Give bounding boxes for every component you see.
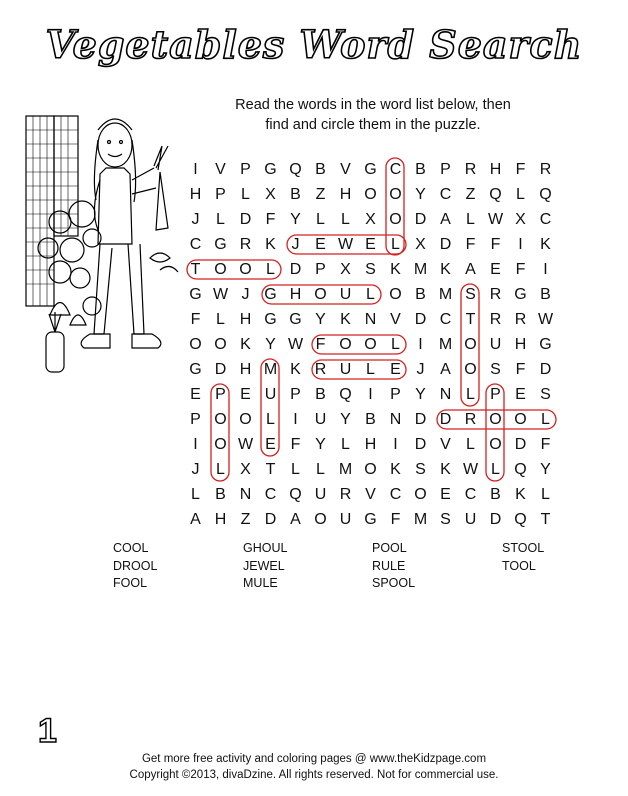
grid-letter: Y <box>315 311 326 328</box>
grid-letter: P <box>390 386 401 403</box>
grid-letter: U <box>264 386 277 403</box>
grid-letter: Z <box>315 186 326 203</box>
grid-letter: O <box>189 336 202 353</box>
grid-letter: H <box>489 161 502 178</box>
grid-letter: I <box>193 161 198 178</box>
grid-letter: P <box>490 386 501 403</box>
grid-letter: L <box>216 311 225 328</box>
grid-letter: O <box>514 411 527 428</box>
grid-letter: O <box>239 261 252 278</box>
grid-letter: D <box>489 511 502 528</box>
word-item: STOOL <box>502 541 545 555</box>
grid-letter: K <box>240 336 251 353</box>
grid-letter: R <box>514 311 527 328</box>
grid-letter: K <box>265 236 276 253</box>
footer-line-1: Get more free activity and coloring pages @ www.theKidzpage.com <box>141 753 487 765</box>
grid-letter: Y <box>340 411 351 428</box>
grid-letter: B <box>315 161 326 178</box>
grid-letter: Z <box>240 511 251 528</box>
word-item: TOOL <box>502 558 536 573</box>
word-item: RULE <box>372 558 406 573</box>
grid-letter: S <box>540 386 551 403</box>
grid-letter: E <box>390 361 401 378</box>
grid-letter: R <box>239 236 252 253</box>
grid-letter: O <box>214 261 227 278</box>
grid-letter: N <box>239 486 252 503</box>
grid-letter: T <box>265 461 276 478</box>
grid-letter: C <box>439 186 452 203</box>
grid-letter: Q <box>339 386 352 403</box>
grid-letter: G <box>364 161 377 178</box>
grid-letter: L <box>341 436 350 453</box>
grid-letter: H <box>239 361 252 378</box>
word-item: GHOUL <box>243 541 288 555</box>
grid-letter: V <box>215 161 226 178</box>
grid-letter: R <box>464 161 477 178</box>
grid-letter: B <box>365 411 376 428</box>
grid-letter: G <box>364 511 377 528</box>
grid-letter: L <box>216 461 225 478</box>
grid-letter: U <box>339 511 352 528</box>
grid-letter: P <box>190 411 201 428</box>
grid-letter: J <box>191 461 200 478</box>
grid-letter: X <box>415 236 426 253</box>
grid-letter: O <box>339 336 352 353</box>
grid-letter: H <box>214 511 227 528</box>
grid-letter: I <box>393 436 398 453</box>
grid-letter: I <box>193 436 198 453</box>
grid-letter: R <box>539 161 552 178</box>
grid-letter: F <box>290 436 301 453</box>
grid-letter: R <box>339 486 352 503</box>
grid-letter: L <box>491 461 500 478</box>
grid-letter: P <box>215 386 226 403</box>
grid-letter: O <box>364 336 377 353</box>
grid-letter: N <box>439 386 452 403</box>
grid-letter: F <box>540 436 551 453</box>
grid-letter: L <box>316 461 325 478</box>
grid-letter: H <box>514 336 527 353</box>
grid-letter: Q <box>289 486 302 503</box>
grid-letter: G <box>264 286 277 303</box>
grid-letter: L <box>316 211 325 228</box>
grid-letter: U <box>464 511 477 528</box>
grid-letter: L <box>466 211 475 228</box>
grid-letter: L <box>241 186 250 203</box>
grid-letter: K <box>390 261 401 278</box>
grid-letter: M <box>413 261 428 278</box>
grid-letter: O <box>389 286 402 303</box>
grid-letter: C <box>264 486 277 503</box>
grid-letter: Y <box>415 386 426 403</box>
word-column-1 <box>113 540 157 593</box>
grid-letter: E <box>515 386 526 403</box>
grid-letter: F <box>390 511 401 528</box>
word-item: FOOL <box>113 576 148 590</box>
grid-letter: B <box>215 486 226 503</box>
grid-letter: B <box>290 186 301 203</box>
grid-letter: Y <box>315 436 326 453</box>
grid-letter: D <box>264 511 277 528</box>
grid-letter: I <box>368 386 373 403</box>
grid-letter: K <box>440 261 451 278</box>
grid-letter: A <box>290 511 301 528</box>
grid-letter: F <box>515 361 526 378</box>
grid-letter: G <box>514 286 527 303</box>
grid-letter: X <box>515 211 526 228</box>
grid-letter: C <box>439 311 452 328</box>
grid-letter: N <box>389 411 402 428</box>
grid-letter: D <box>414 311 427 328</box>
grid-letter: G <box>539 336 552 353</box>
grid-letter: P <box>240 161 251 178</box>
grid-letter: Q <box>539 186 552 203</box>
grid-letter: L <box>391 336 400 353</box>
grid-letter: G <box>264 311 277 328</box>
grid-letter: O <box>364 186 377 203</box>
grid-letter: B <box>540 286 551 303</box>
word-item: JEWEL <box>243 558 285 573</box>
word-item: DROOL <box>113 558 158 573</box>
instructions-line-2: find and circle them in the puzzle. <box>265 117 481 133</box>
grid-letter: L <box>366 361 375 378</box>
grid-letter: G <box>264 161 277 178</box>
grid-letter: T <box>540 511 551 528</box>
grid-letter: H <box>189 186 202 203</box>
grid-letter: R <box>314 361 327 378</box>
grid-letter: M <box>263 361 278 378</box>
word-item: COOL <box>113 541 149 555</box>
grid-letter: K <box>440 461 451 478</box>
grid-letter: L <box>466 386 475 403</box>
grid-letter: L <box>541 411 550 428</box>
grid-letter: U <box>314 486 327 503</box>
grid-letter: E <box>265 436 276 453</box>
grid-letter: G <box>214 236 227 253</box>
grid-letter: B <box>415 286 426 303</box>
grid-letter: R <box>489 286 502 303</box>
grid-letter: E <box>365 236 376 253</box>
grid-letter: U <box>339 286 352 303</box>
grid-letter: Q <box>514 461 527 478</box>
grid-letter: Y <box>415 186 426 203</box>
grid-letter: L <box>266 411 275 428</box>
grid-letter: D <box>414 211 427 228</box>
grid-letter: B <box>490 486 501 503</box>
grid-letter: E <box>315 236 326 253</box>
grid-letter: Y <box>540 461 551 478</box>
grid-letter: K <box>515 486 526 503</box>
grid-letter: U <box>489 336 502 353</box>
grid-letter: M <box>438 286 453 303</box>
footer-line-2: Copyright ©2013, divaDzine. All rights reserved. Not for commercial use. <box>129 769 499 781</box>
grid-letter: W <box>237 436 254 453</box>
word-item: SPOOL <box>372 576 416 590</box>
grid-letter: L <box>391 236 400 253</box>
grid-letter: T <box>465 311 476 328</box>
grid-letter: P <box>440 161 451 178</box>
grid-letter: O <box>364 461 377 478</box>
grid-letter: G <box>189 361 202 378</box>
grid-letter: L <box>291 461 300 478</box>
grid-letter: T <box>190 261 201 278</box>
grid-letter: S <box>415 461 426 478</box>
grid-letter: J <box>241 286 250 303</box>
grid-letter: F <box>490 236 501 253</box>
grid-letter: H <box>239 311 252 328</box>
grid-letter: Q <box>514 511 527 528</box>
grid-letter: C <box>189 236 202 253</box>
grid-letter: O <box>314 286 327 303</box>
grid-letter: C <box>389 486 402 503</box>
grid-letter: O <box>464 336 477 353</box>
grid-letter: D <box>214 361 227 378</box>
grid-letter: P <box>315 261 326 278</box>
word-column-2 <box>243 540 287 593</box>
grid-letter: G <box>189 286 202 303</box>
grid-letter: O <box>314 511 327 528</box>
grid-letter: Q <box>289 161 302 178</box>
grid-letter: D <box>239 211 252 228</box>
grid-letter: V <box>365 486 376 503</box>
grid-letter: A <box>465 261 476 278</box>
grid-letter: L <box>191 486 200 503</box>
grid-letter: W <box>487 211 504 228</box>
grid-letter: W <box>537 311 554 328</box>
grid-letter: W <box>212 286 229 303</box>
grid-letter: Y <box>265 336 276 353</box>
grid-letter: V <box>390 311 401 328</box>
grid-letter: S <box>465 286 476 303</box>
grid-letter: E <box>240 386 251 403</box>
grid-letter: K <box>290 361 301 378</box>
grid-letter: Z <box>465 186 476 203</box>
grid-letter: O <box>464 361 477 378</box>
grid-letter: M <box>413 511 428 528</box>
grid-letter: O <box>389 211 402 228</box>
grid-letter: C <box>464 486 477 503</box>
grid-letter: W <box>337 236 354 253</box>
grid-letter: K <box>340 311 351 328</box>
grid-letter: O <box>239 411 252 428</box>
grid-letter: J <box>291 236 300 253</box>
grid-letter: Q <box>489 186 502 203</box>
grid-letter: E <box>190 386 201 403</box>
grid-letter: L <box>516 186 525 203</box>
grid-letter: E <box>490 261 501 278</box>
grid-letter: D <box>539 361 552 378</box>
grid-letter: F <box>190 311 201 328</box>
grid-letter: S <box>440 511 451 528</box>
grid-letter: M <box>338 461 353 478</box>
grid-letter: D <box>289 261 302 278</box>
grid-letter: J <box>416 361 425 378</box>
footer <box>0 751 628 783</box>
grid-letter: N <box>364 311 377 328</box>
word-column-3 <box>372 540 415 593</box>
page-title: Vegetables Word Search <box>45 22 583 67</box>
grid-letter: F <box>515 261 526 278</box>
grid-letter: O <box>389 186 402 203</box>
grid-letter: U <box>314 411 327 428</box>
grid-letter: S <box>365 261 376 278</box>
word-column-4 <box>502 540 544 575</box>
grid-letter: D <box>414 411 427 428</box>
grid-letter: O <box>214 336 227 353</box>
grid-letter: L <box>366 286 375 303</box>
grid-letter: X <box>340 261 351 278</box>
grid-letter: O <box>214 436 227 453</box>
grid-letter: M <box>438 336 453 353</box>
instructions-line-1: Read the words in the word list below, then <box>235 97 511 113</box>
grid-letter: I <box>543 261 548 278</box>
grid-letter: I <box>418 336 423 353</box>
grid-letter: E <box>440 486 451 503</box>
grid-letter: H <box>339 186 352 203</box>
grid-letter: H <box>364 436 377 453</box>
grid-letter: L <box>341 211 350 228</box>
grid-letter: X <box>365 211 376 228</box>
grid-letter: I <box>293 411 298 428</box>
grid-letter: V <box>440 436 451 453</box>
grid-letter: A <box>440 211 451 228</box>
grid-letter: K <box>540 236 551 253</box>
grid-letter: C <box>539 211 552 228</box>
grid-letter: D <box>439 236 452 253</box>
grid-letter: O <box>414 486 427 503</box>
grid-letter: A <box>190 511 201 528</box>
grid-letter: D <box>514 436 527 453</box>
grid-letter: W <box>287 336 304 353</box>
grid-letter: U <box>339 361 352 378</box>
grid-letter: P <box>215 186 226 203</box>
grid-letter: Y <box>290 211 301 228</box>
grid-letter: K <box>390 461 401 478</box>
grid-letter: L <box>266 261 275 278</box>
grid-letter: P <box>290 386 301 403</box>
grid-letter: L <box>216 211 225 228</box>
grid-letter: B <box>415 161 426 178</box>
grid-letter: W <box>462 461 479 478</box>
grid-letter: F <box>465 236 476 253</box>
word-item: MULE <box>243 576 278 590</box>
grid-letter: O <box>489 436 502 453</box>
page-number: 1 <box>38 712 57 750</box>
word-item: POOL <box>372 541 407 555</box>
grid-letter: L <box>466 436 475 453</box>
gardener-illustration <box>20 110 195 400</box>
grid-letter: G <box>289 311 302 328</box>
grid-letter: A <box>440 361 451 378</box>
grid-letter: D <box>414 436 427 453</box>
grid-letter: S <box>490 361 501 378</box>
grid-letter: F <box>515 161 526 178</box>
grid-letter: R <box>464 411 477 428</box>
grid-letter: D <box>439 411 452 428</box>
grid-letter: O <box>489 411 502 428</box>
grid-letter: L <box>541 486 550 503</box>
grid-letter: X <box>265 186 276 203</box>
grid-letter: I <box>518 236 523 253</box>
grid-letter: J <box>191 211 200 228</box>
grid-letter: R <box>489 311 502 328</box>
grid-letter: F <box>265 211 276 228</box>
grid-letter: V <box>340 161 351 178</box>
grid-letter: F <box>315 336 326 353</box>
grid-letter: H <box>289 286 302 303</box>
grid-letter: O <box>214 411 227 428</box>
grid-letter: B <box>315 386 326 403</box>
grid-letter: X <box>240 461 251 478</box>
grid-letter: C <box>389 161 402 178</box>
instructions <box>200 95 546 135</box>
